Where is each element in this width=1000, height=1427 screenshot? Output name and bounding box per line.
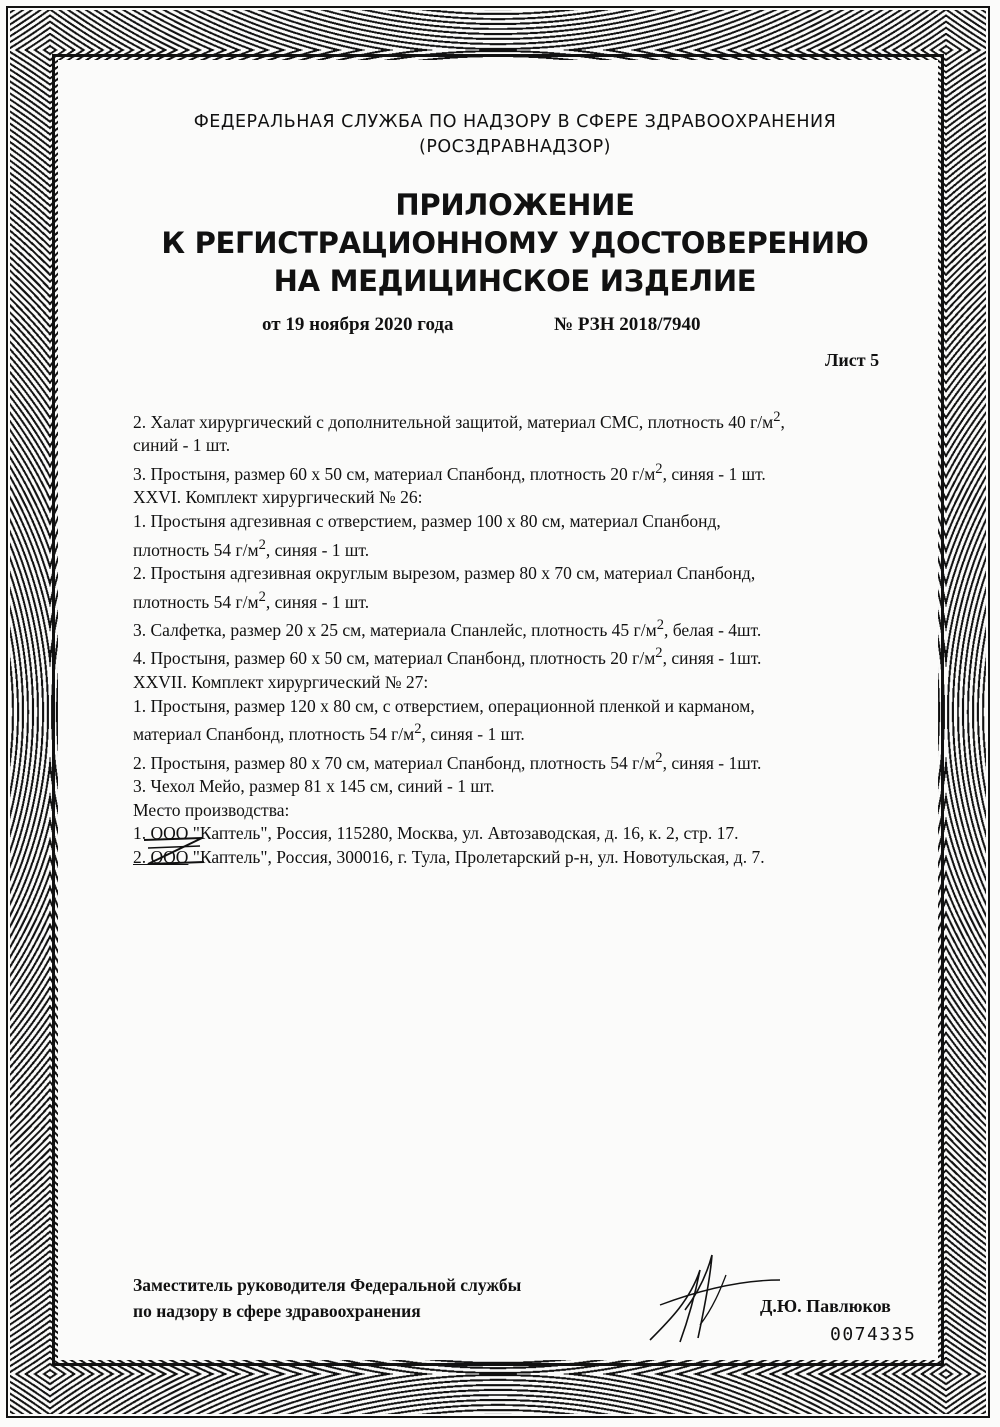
signer-name: Д.Ю. Павлюков [760,1296,891,1316]
body-line [133,406,923,434]
body-line: 3. Чехол Мейо, размер 81 х 145 см, синий - 1 шт. [133,775,495,796]
registration-line [262,314,862,336]
agency-abbreviation: (РОСЗДРАВНАДЗОР) [419,137,611,157]
body-line: 2. ООО "Каптель", Россия, 300016, г. Тула, Пролетарский р-н, ул. Новотульская, д. 7. [133,846,765,867]
form-serial-number: 0074335 [830,1324,917,1345]
signatory-line-1: Заместитель руководителя Федеральной службы [133,1275,522,1295]
title-line-1: ПРИЛОЖЕНИЕ [395,188,635,222]
body-line: XXVI. Комплект хирургический № 26: [133,487,423,508]
z-strike-mark [140,834,210,870]
body-line: 3. Салфетка, размер 20 х 25 см, материала Спанлейс, плотность 45 $г/м^2$, белая - 4шт. [133,617,762,640]
title-line-3: НА МЕДИЦИНСКОЕ ИЗДЕЛИЕ [273,264,757,298]
body-line: синий - 1 шт. [133,435,231,456]
body-line: 1. Простыня адгезивная с отверстием, размер 100 х 80 см, материал Спанбонд, [133,511,721,532]
signatory-title [133,1272,521,1324]
body-line: Место производства: [133,799,290,820]
body-line: XXVII. Комплект хирургический № 27: [133,671,429,692]
body-line: 1. Простыня, размер 120 х 80 см, с отверстием, операционной пленкой и карманом, [133,695,755,716]
body-line: плотность 54 $г/м^2$, синяя - 1 шт. [133,536,370,560]
agency-header [0,110,1000,160]
agency-name: ФЕДЕРАЛЬНАЯ СЛУЖБА ПО НАДЗОРУ В СФЕРЕ ЗДРАВООХРАНЕНИЯ [193,112,837,132]
registration-date: от 19 ноября 2020 года [262,314,454,335]
body-line: 1. ООО "Каптель", Россия, 115280, Москва, ул. Автозаводская, д. 16, к. 2, стр. 17. [133,823,739,844]
body-line: материал Спанбонд, плотность 54 $г/м^2$, синяя - 1 шт. [133,721,525,744]
sheet-number: Лист 5 [825,350,880,370]
line-text: 2. Халат хирургический с дополнительной защитой, материал СМС, плотность 40 $г/м^2$, [133,409,785,432]
document-body [133,406,923,869]
registration-number: № РЗН 2018/7940 [554,314,701,335]
body-line: 2. Простыня, размер 80 х 70 см, материал Спанбонд, плотность 54 $г/м^2$, синяя - 1шт. [133,749,762,773]
document-title [0,186,1000,300]
underlined-prefix: 2. ООО [133,846,189,867]
body-line: плотность 54 $г/м^2$, синяя - 1 шт. [133,588,370,612]
title-line-2: К РЕГИСТРАЦИОННОМУ УДОСТОВЕРЕНИЮ [161,226,869,260]
body-line: 4. Простыня, размер 60 х 50 см, материал Спанбонд, плотность 20 $г/м^2$, синяя - 1шт. [133,645,762,669]
signatory-line-2: по надзору в сфере здравоохранения [133,1301,421,1321]
body-line: 3. Простыня, размер 60 х 50 см, материал Спанбонд, плотность 20 $г/м^2$, синяя - 1 шт. [133,461,766,484]
body-line: 2. Простыня адгезивная округлым вырезом, размер 80 х 70 см, материал Спанбонд, [133,563,756,584]
